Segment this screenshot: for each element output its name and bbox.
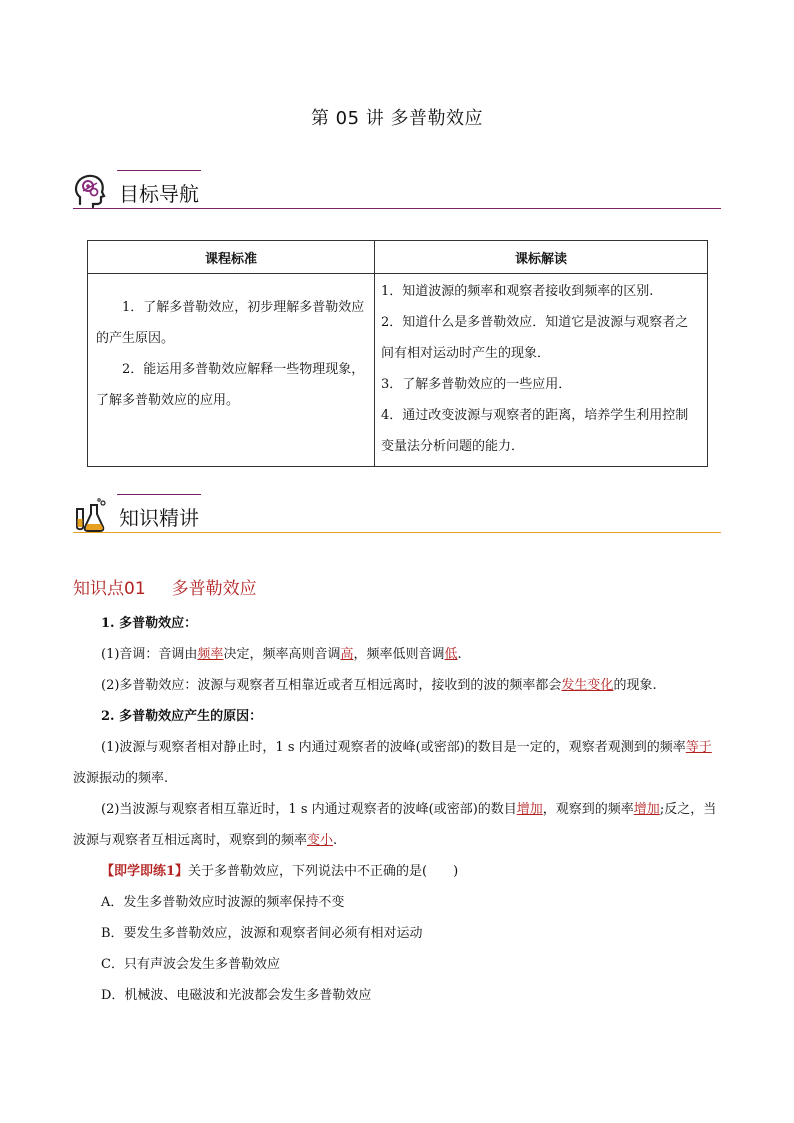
interpretation-item: 4．通过改变波源与观察者的距离，培养学生利用控制变量法分析问题的能力． [381,408,689,454]
text-run: (2)多普勒效应：波源与观察者互相靠近或者互相远离时，接收到的波的频率都会 [101,678,562,693]
answer-blank: 增加 [516,802,543,817]
text-run: ;反之，当波源与观察者互相远离时，观察到的频率 [73,802,717,848]
answer-blank: 增加 [633,802,660,817]
text-run: . [333,833,338,848]
interpretation-cell [375,274,708,467]
text-run: ，观察到的频率 [542,802,634,817]
text-run: (2)当波源与观察者相互靠近时，1 s 内通过观察者的波峰(或密部)的数目 [101,802,517,817]
knowledge-point-title [73,574,257,599]
text-run: 的现象. [613,678,657,693]
exercise-option: A．发生多普勒效应时波源的频率保持不变 [101,895,345,910]
section-header-knowledge [73,494,721,536]
text-run: 决定，频率高则音调 [223,647,341,662]
text-run: ，频率低则音调 [353,647,445,662]
header-top-rule [117,494,201,495]
table-row [88,274,708,467]
header-top-rule [117,170,201,171]
paragraph-moving [73,794,723,856]
exercise-option: B．要发生多普勒效应，波源和观察者间必须有相对运动 [101,926,423,941]
exercise-question [73,856,723,887]
section-title-knowledge: 知识精讲 [119,506,199,530]
table-header-row [88,241,708,274]
exercise-option: D．机械波、电磁波和光波都会发生多普勒效应 [101,988,372,1003]
lab-flask-icon [73,497,109,533]
interpretation-item: 3．了解多普勒效应的一些应用． [381,377,572,392]
text-run: 波源振动的频率. [73,771,169,786]
brain-gears-icon [73,173,109,209]
text-run: . [457,647,462,662]
standard-item: 2．能运用多普勒效应解释一些物理现象，了解多普勒效应的应用。 [96,362,365,408]
interpretation-item: 1．知道波源的频率和观察者接收到频率的区别. [381,284,654,299]
course-standards-table [87,240,708,467]
page-title: 第 05 讲 多普勒效应 [310,108,484,129]
text-run: (1)波源与观察者相对静止时，1 s 内通过观察者的波峰(或密部)的数目是一定的，观察者观测到的频率 [101,740,686,755]
exercise-tag: 【即学即练1】 [101,864,189,879]
table-header-standard: 课程标准 [88,241,375,274]
table-header-interpretation: 课标解读 [375,241,708,274]
answer-blank: 变小 [307,833,334,848]
section-header-goals [73,170,721,212]
answer-blank: 低 [444,647,458,662]
answer-blank: 高 [340,647,354,662]
answer-blank: 发生变化 [561,678,614,693]
text-run: (1)音调：音调由 [101,647,198,662]
paragraph-static [73,732,723,794]
knowledge-point-number: 知识点01 [73,579,146,599]
knowledge-content [73,608,723,1011]
standard-item: 1．了解多普勒效应，初步理解多普勒效应的产生原因。 [96,300,365,346]
interpretation-item: 2．知道什么是多普勒效应．知道它是波源与观察者之间有相对运动时产生的现象． [381,315,689,361]
paragraph-pitch [73,639,723,670]
section-title-goals: 目标导航 [119,182,199,206]
subheading-doppler: 1. 多普勒效应： [101,616,198,631]
header-bottom-rule [73,208,721,209]
answer-blank: 频率 [197,647,224,662]
answer-blank: 等于 [685,740,712,755]
knowledge-point-name: 多普勒效应 [171,579,257,599]
subheading-cause: 2. 多普勒效应产生的原因： [101,709,263,724]
standards-cell [88,274,375,467]
exercise-option: C．只有声波会发生多普勒效应 [101,957,280,972]
exercise-question-text: 关于多普勒效应，下列说法中不正确的是( ) [188,864,459,879]
header-bottom-rule [73,532,721,533]
paragraph-doppler-def [73,670,723,701]
